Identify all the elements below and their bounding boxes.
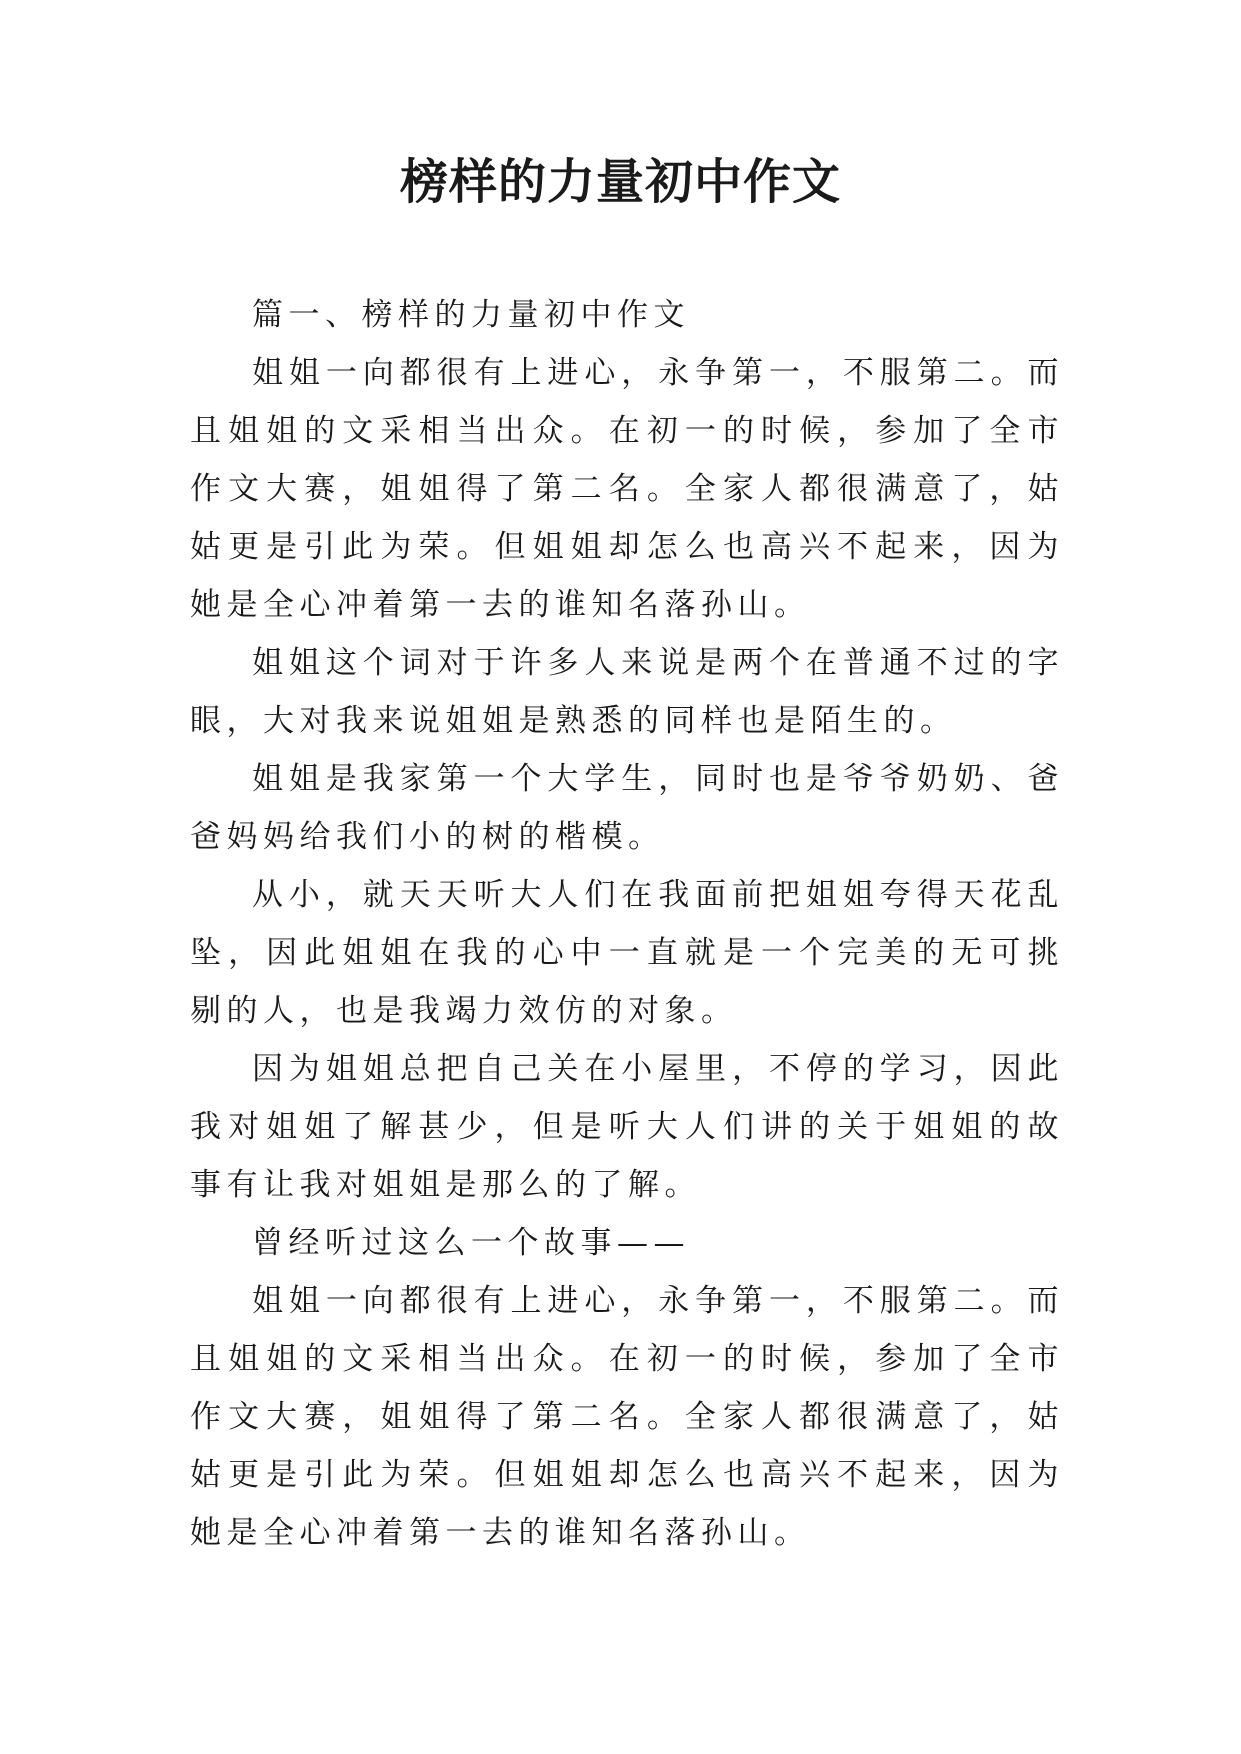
paragraph: 姐姐是我家第一个大学生，同时也是爷爷奶奶、爸爸妈妈给我们小的树的楷模。 (190, 761, 1064, 855)
paragraph: 姐姐一向都很有上进心，永争第一，不服第二。而且姐姐的文采相当出众。在初一的时候，参加了全市作文大赛，姐姐得了第二名。全家人都很满意了，姑姑更是引此为荣。但姐姐却怎么也高兴不起来，因为她是全心冲着第一去的谁知名落孙山。 (190, 1283, 1064, 1551)
document-body (190, 286, 1064, 1562)
paragraph: 因为姐姐总把自己关在小屋里，不停的学习，因此我对姐姐了解甚少，但是听大人们讲的关于姐姐的故事有让我对姐姐是那么的了解。 (190, 1051, 1064, 1203)
document-title: 榜样的力量初中作文 (399, 154, 841, 210)
paragraph: 姐姐这个词对于许多人来说是两个在普通不过的字眼，大对我来说姐姐是熟悉的同样也是陌生的。 (190, 645, 1064, 739)
paragraph: 曾经听过这么一个故事—— (252, 1225, 690, 1261)
paragraph: 姐姐一向都很有上进心，永争第一，不服第二。而且姐姐的文采相当出众。在初一的时候，参加了全市作文大赛，姐姐得了第二名。全家人都很满意了，姑姑更是引此为荣。但姐姐却怎么也高兴不起来，因为她是全心冲着第一去的谁知名落孙山。 (190, 355, 1064, 623)
paragraph-section-heading: 篇一、榜样的力量初中作文 (252, 297, 690, 333)
paragraph: 从小，就天天听大人们在我面前把姐姐夸得天花乱坠，因此姐姐在我的心中一直就是一个完美的无可挑剔的人，也是我竭力效仿的对象。 (190, 877, 1064, 1029)
